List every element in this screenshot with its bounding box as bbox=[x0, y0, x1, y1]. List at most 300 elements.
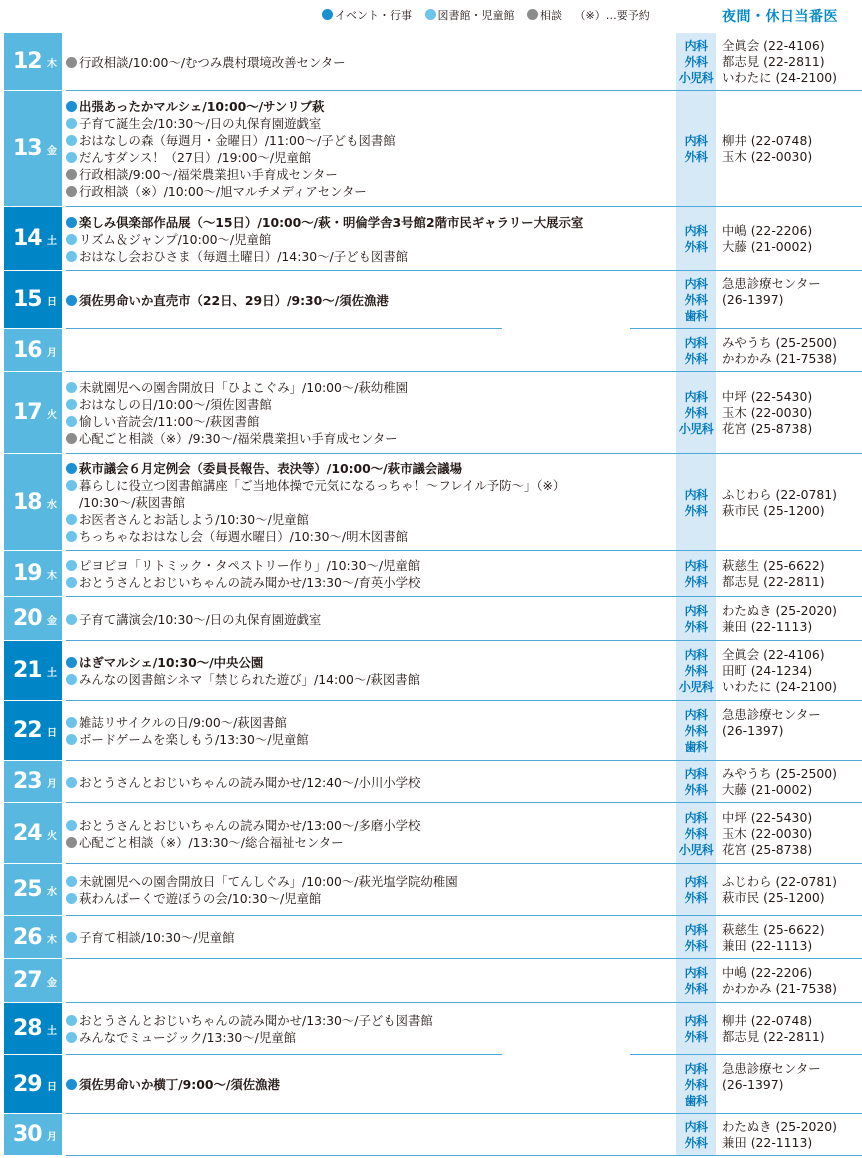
doctor-list bbox=[676, 1003, 862, 1055]
date-cell bbox=[4, 91, 62, 207]
date-cell bbox=[4, 329, 62, 372]
day-of-week: 火 bbox=[47, 410, 57, 421]
doctor-name: 花宮 (25-8738) bbox=[722, 841, 813, 857]
doctor-list bbox=[676, 91, 862, 207]
doctor-list bbox=[676, 551, 862, 597]
day-of-week: 土 bbox=[47, 236, 57, 247]
doctor-entry bbox=[676, 707, 862, 723]
doctor-name: 柳井 (22-0748) bbox=[722, 133, 813, 148]
doctor-list bbox=[676, 454, 862, 551]
event-text: 出張あったかマルシェ/10:00～/サンリブ萩 bbox=[79, 99, 325, 114]
department-label: 内科 bbox=[684, 922, 708, 937]
day-row bbox=[4, 33, 862, 91]
department-label: 外科 bbox=[684, 982, 708, 996]
doctor-entry bbox=[676, 1119, 862, 1135]
date-number: 16 bbox=[13, 337, 42, 363]
doctor-entry bbox=[676, 1135, 862, 1151]
date-number: 22 bbox=[13, 718, 42, 743]
doctor-entry bbox=[676, 389, 862, 405]
doctor-name: 都志見 (22-2811) bbox=[722, 574, 825, 589]
event-text: おとうさんとおじいちゃんの読み聞かせ/13:30～/育英小学校 bbox=[79, 575, 421, 590]
event-text: 子育て誕生会/10:30～/日の丸保育園遊戯室 bbox=[79, 116, 322, 131]
doctor-name: 萩慈生 (25-6622) bbox=[722, 921, 825, 937]
department-label: 内科 bbox=[684, 966, 708, 980]
doctor-name bbox=[716, 1093, 722, 1109]
doctor-name: 玉木 (22-0030) bbox=[722, 149, 813, 164]
date-cell bbox=[4, 959, 62, 1003]
event-list bbox=[66, 271, 674, 329]
doctor-name: (26-1397) bbox=[722, 723, 784, 738]
consult-dot-icon bbox=[66, 57, 77, 68]
date-number: 21 bbox=[13, 658, 42, 683]
event-text: リズム＆ジャンプ/10:00～/児童館 bbox=[79, 231, 272, 247]
date-number: 18 bbox=[13, 489, 42, 515]
event-item bbox=[66, 54, 674, 71]
event-item bbox=[66, 574, 674, 591]
doctor-entry bbox=[676, 223, 862, 239]
day-of-week: 金 bbox=[47, 978, 57, 989]
date-cell bbox=[4, 1003, 62, 1055]
doctor-entry bbox=[676, 1029, 862, 1045]
department-label: 内科 bbox=[684, 134, 708, 148]
doctor-name: いわたに (24-2100) bbox=[722, 679, 837, 694]
event-text: 未就園児への園舎開放日「てんしぐみ」/10:00～/萩光塩学院幼稚園 bbox=[79, 874, 458, 889]
doctor-entry bbox=[676, 276, 862, 292]
event-item bbox=[66, 873, 674, 890]
doctor-name: 都志見 (22-2811) bbox=[722, 54, 825, 69]
day-of-week: 水 bbox=[47, 887, 57, 898]
date-number: 28 bbox=[13, 1016, 42, 1041]
department-label: 外科 bbox=[684, 1136, 708, 1150]
event-text: おとうさんとおじいちゃんの読み聞かせ/13:30～/子ども図書館 bbox=[79, 1013, 433, 1028]
doctor-entry bbox=[676, 965, 862, 981]
doctor-entry bbox=[676, 54, 862, 70]
doctor-entry bbox=[676, 558, 862, 574]
doctor-name: 兼田 (22-1113) bbox=[722, 1135, 813, 1150]
doctor-entry bbox=[676, 739, 862, 755]
date-number: 14 bbox=[13, 226, 42, 251]
doctor-name: 兼田 (22-1113) bbox=[722, 619, 813, 634]
library-dot-icon bbox=[66, 1032, 77, 1043]
library-dot-icon bbox=[66, 614, 77, 625]
doctor-name: ふじわら (22-0781) bbox=[722, 874, 837, 889]
event-item bbox=[66, 183, 674, 200]
legend-event: イベント・行事 bbox=[322, 9, 412, 22]
doctor-name: 急患診療センター bbox=[722, 276, 821, 291]
event-item bbox=[66, 132, 674, 149]
doctor-name: みやうち (25-2500) bbox=[722, 334, 837, 350]
day-row bbox=[4, 597, 862, 641]
doctor-name: 柳井 (22-0748) bbox=[722, 1013, 813, 1028]
day-row bbox=[4, 551, 862, 597]
library-dot-icon bbox=[66, 893, 77, 904]
event-text: 須佐男命いか横丁/9:00～/須佐漁港 bbox=[79, 1077, 280, 1092]
doctor-name: 兼田 (22-1113) bbox=[722, 937, 813, 953]
legend-consult: 相談 bbox=[527, 9, 562, 22]
department-label: 歯科 bbox=[684, 309, 708, 323]
doctor-entry bbox=[676, 766, 862, 782]
doctor-entry bbox=[676, 335, 862, 351]
event-text: おはなしの森（毎週月・金曜日）/11:00～/子ども図書館 bbox=[79, 133, 396, 148]
doctor-entry bbox=[676, 782, 862, 798]
date-cell bbox=[4, 1114, 62, 1156]
event-text: 愉しい音読会/11:00～/萩図書館 bbox=[79, 414, 260, 429]
doctor-entry bbox=[676, 133, 862, 149]
library-dot-icon bbox=[66, 234, 77, 245]
event-text: 雑誌リサイクルの日/9:00～/萩図書館 bbox=[79, 715, 287, 730]
date-number: 30 bbox=[13, 1122, 42, 1147]
date-number: 20 bbox=[13, 606, 42, 631]
department-label: 小児科 bbox=[678, 842, 714, 857]
doctor-list bbox=[676, 959, 862, 1003]
day-of-week: 金 bbox=[47, 146, 57, 157]
event-list bbox=[66, 641, 674, 701]
consult-dot-icon bbox=[66, 837, 77, 848]
doctor-name: 都志見 (22-2811) bbox=[722, 1029, 825, 1044]
event-text: 須佐男命いか直売市（22日、29日）/9:30～/須佐漁港 bbox=[79, 292, 389, 308]
doctor-entry bbox=[676, 619, 862, 635]
library-dot-icon bbox=[425, 9, 436, 20]
event-text: ちっちゃなおはなし会（毎週水曜日）/10:30～/明木図書館 bbox=[79, 529, 409, 544]
event-list bbox=[66, 1003, 674, 1055]
date-number: 15 bbox=[13, 287, 42, 312]
consult-dot-icon bbox=[66, 169, 77, 180]
doctor-list bbox=[676, 803, 862, 864]
event-item bbox=[66, 292, 674, 309]
department-label: 内科 bbox=[684, 1014, 708, 1028]
department-label: 内科 bbox=[684, 604, 708, 618]
event-list bbox=[66, 761, 674, 803]
doctor-entry bbox=[676, 308, 862, 324]
event-text: おとうさんとおじいちゃんの読み聞かせ/13:00～/多磨小学校 bbox=[79, 817, 421, 833]
event-item bbox=[66, 1076, 674, 1093]
day-of-week: 日 bbox=[47, 297, 57, 308]
on-duty-doctor-title: 夜間・休日当番医 bbox=[722, 9, 838, 25]
library-dot-icon bbox=[66, 399, 77, 410]
event-item bbox=[66, 671, 674, 688]
doctor-name: わたぬき (25-2020) bbox=[722, 1119, 837, 1134]
doctor-entry bbox=[676, 70, 862, 86]
date-cell bbox=[4, 864, 62, 916]
department-label: 外科 bbox=[684, 575, 708, 589]
date-cell bbox=[4, 1055, 62, 1114]
event-dot-icon bbox=[66, 463, 77, 474]
date-number: 25 bbox=[13, 877, 42, 902]
day-row bbox=[4, 761, 862, 803]
date-cell bbox=[4, 597, 62, 641]
date-number: 27 bbox=[13, 968, 42, 993]
doctor-name: 玉木 (22-0030) bbox=[722, 405, 813, 420]
event-text: 子育て講演会/10:30～/日の丸保育園遊戯室 bbox=[79, 611, 322, 627]
library-dot-icon bbox=[66, 152, 77, 163]
day-of-week: 金 bbox=[47, 616, 57, 627]
event-list bbox=[66, 551, 674, 597]
event-text: おはなし会おひさま（毎週土曜日）/14:30～/子ども図書館 bbox=[79, 248, 409, 264]
event-text: おとうさんとおじいちゃんの読み聞かせ/12:40～/小川小学校 bbox=[79, 774, 421, 790]
event-item bbox=[66, 115, 674, 132]
day-row bbox=[4, 91, 862, 207]
department-label: 外科 bbox=[684, 664, 708, 678]
doctor-entry bbox=[676, 810, 862, 826]
library-dot-icon bbox=[66, 577, 77, 588]
event-list bbox=[66, 207, 674, 271]
day-of-week: 火 bbox=[47, 830, 57, 842]
event-dot-icon bbox=[66, 657, 77, 668]
event-text: 行政相談/9:00～/福栄農業担い手育成センター bbox=[79, 167, 338, 182]
department-label: 外科 bbox=[684, 826, 708, 841]
consult-dot-icon bbox=[66, 433, 77, 444]
library-dot-icon bbox=[66, 734, 77, 745]
department-label: 外科 bbox=[684, 783, 708, 797]
event-item bbox=[66, 248, 674, 265]
department-label: 外科 bbox=[684, 150, 708, 164]
date-cell bbox=[4, 207, 62, 271]
day-row bbox=[4, 641, 862, 701]
doctor-name: 急患診療センター bbox=[722, 707, 821, 722]
event-text: 暮らしに役立つ図書館講座「ご当地体操で元気になるっちゃ！～フレイル予防～」（※） bbox=[79, 478, 566, 493]
event-list bbox=[66, 803, 674, 864]
day-row bbox=[4, 959, 862, 1003]
doctor-list bbox=[676, 864, 862, 916]
event-text: ピヨピヨ「リトミック・タペストリー作り」/10:30～/児童館 bbox=[79, 558, 421, 573]
doctor-entry bbox=[676, 149, 862, 165]
day-of-week: 水 bbox=[47, 499, 57, 511]
calendar-table bbox=[4, 33, 862, 1156]
event-list bbox=[66, 329, 674, 372]
doctor-name: 萩市民 (25-1200) bbox=[722, 890, 825, 905]
day-of-week: 木 bbox=[47, 934, 57, 946]
doctor-name: みやうち (25-2500) bbox=[722, 766, 837, 781]
event-list bbox=[66, 597, 674, 641]
library-dot-icon bbox=[66, 1015, 77, 1026]
library-dot-icon bbox=[66, 674, 77, 685]
library-dot-icon bbox=[66, 480, 77, 491]
doctor-name: 中嶋 (22-2206) bbox=[722, 965, 813, 980]
event-item bbox=[66, 731, 674, 748]
date-number: 24 bbox=[13, 820, 42, 846]
event-text: だんすダンス！（27日）/19:00～/児童館 bbox=[79, 150, 312, 165]
day-row bbox=[4, 803, 862, 864]
doctor-name: 萩市民 (25-1200) bbox=[722, 502, 825, 518]
event-list bbox=[66, 33, 674, 91]
day-of-week: 日 bbox=[47, 1081, 57, 1093]
event-item bbox=[66, 1029, 674, 1046]
library-dot-icon bbox=[66, 717, 77, 728]
date-number: 13 bbox=[13, 136, 42, 161]
event-item bbox=[66, 774, 674, 791]
doctor-name: 大藤 (21-0002) bbox=[722, 239, 813, 254]
day-of-week: 月 bbox=[47, 1132, 57, 1143]
doctor-name: 大藤 (21-0002) bbox=[722, 782, 813, 797]
event-item bbox=[66, 430, 674, 447]
library-dot-icon bbox=[66, 251, 77, 262]
doctor-list bbox=[676, 1114, 862, 1156]
event-text: みんなでミュージック/13:30～/児童館 bbox=[79, 1030, 297, 1045]
day-of-week: 木 bbox=[47, 59, 57, 70]
event-text: 未就園児への園舎開放日「ひよこぐみ」/10:00～/萩幼稚園 bbox=[79, 380, 409, 395]
library-dot-icon bbox=[66, 820, 77, 831]
event-item bbox=[66, 817, 674, 834]
library-dot-icon bbox=[66, 135, 77, 146]
date-number: 29 bbox=[13, 1071, 42, 1097]
event-item bbox=[66, 460, 674, 477]
event-item bbox=[66, 834, 674, 851]
department-label: 内科 bbox=[684, 487, 708, 502]
row-divider bbox=[66, 1155, 862, 1156]
doctor-list bbox=[676, 33, 862, 91]
day-of-week: 土 bbox=[47, 1026, 57, 1037]
doctor-entry bbox=[676, 503, 862, 519]
date-number: 12 bbox=[13, 49, 42, 74]
event-item-continued bbox=[66, 494, 674, 511]
doctor-list bbox=[676, 597, 862, 641]
doctor-list bbox=[676, 916, 862, 959]
day-row bbox=[4, 1055, 862, 1114]
event-dot-icon bbox=[66, 101, 77, 112]
date-number: 23 bbox=[13, 769, 42, 794]
day-of-week: 土 bbox=[47, 668, 57, 679]
department-label: 小児科 bbox=[678, 422, 714, 436]
doctor-entry bbox=[676, 981, 862, 997]
doctor-entry bbox=[676, 1013, 862, 1029]
event-list bbox=[66, 1114, 674, 1156]
day-row bbox=[4, 372, 862, 454]
day-row bbox=[4, 1003, 862, 1055]
date-cell bbox=[4, 454, 62, 551]
doctor-list bbox=[676, 372, 862, 454]
doctor-entry bbox=[676, 679, 862, 695]
day-row bbox=[4, 207, 862, 271]
date-cell bbox=[4, 372, 62, 454]
doctor-entry bbox=[676, 1093, 862, 1109]
doctor-name: (26-1397) bbox=[722, 292, 784, 307]
doctor-entry bbox=[676, 405, 862, 421]
department-label: 外科 bbox=[684, 406, 708, 420]
event-list bbox=[66, 1055, 674, 1114]
event-item bbox=[66, 714, 674, 731]
event-dot-icon bbox=[66, 295, 77, 306]
event-item bbox=[66, 166, 674, 183]
library-dot-icon bbox=[66, 416, 77, 427]
day-of-week: 月 bbox=[47, 347, 57, 359]
day-of-week: 木 bbox=[47, 571, 57, 582]
day-row bbox=[4, 916, 862, 959]
consult-dot-icon bbox=[66, 186, 77, 197]
doctor-entry bbox=[676, 1077, 862, 1093]
date-cell bbox=[4, 803, 62, 864]
event-item bbox=[66, 511, 674, 528]
department-label: 内科 bbox=[684, 648, 708, 662]
event-dot-icon bbox=[322, 9, 333, 20]
event-item bbox=[66, 379, 674, 396]
date-cell bbox=[4, 33, 62, 91]
doctor-name: 田町 (24-1234) bbox=[722, 663, 813, 678]
department-label: 内科 bbox=[684, 335, 708, 350]
doctor-entry bbox=[676, 663, 862, 679]
doctor-name: いわたに (24-2100) bbox=[722, 70, 837, 85]
department-label: 外科 bbox=[684, 55, 708, 69]
department-label: 内科 bbox=[684, 767, 708, 781]
date-cell bbox=[4, 701, 62, 761]
doctor-entry bbox=[676, 574, 862, 590]
date-cell bbox=[4, 551, 62, 597]
department-label: 内科 bbox=[684, 39, 708, 53]
doctor-list bbox=[676, 701, 862, 761]
event-list bbox=[66, 372, 674, 454]
doctor-name: 全眞会 (22-4106) bbox=[722, 647, 825, 662]
event-text: 萩わんぱーくで遊ぼうの会/10:30～/児童館 bbox=[79, 891, 322, 906]
department-label: 外科 bbox=[684, 724, 708, 738]
day-row bbox=[4, 454, 862, 551]
doctor-name: かわかみ (21-7538) bbox=[722, 981, 837, 996]
doctor-name: 中坪 (22-5430) bbox=[722, 809, 813, 825]
library-dot-icon bbox=[66, 932, 77, 943]
event-item bbox=[66, 413, 674, 430]
doctor-list bbox=[676, 329, 862, 372]
event-text: はぎマルシェ/10:30～/中央公園 bbox=[79, 655, 264, 670]
day-row bbox=[4, 1114, 862, 1156]
event-text: 行政相談（※）/10:00～/旭マルチメディアセンター bbox=[79, 184, 367, 199]
doctor-list bbox=[676, 271, 862, 329]
department-label: 内科 bbox=[684, 277, 708, 291]
doctor-entry bbox=[676, 239, 862, 255]
legend bbox=[322, 9, 650, 23]
event-text: 子育て相談/10:30～/児童館 bbox=[79, 930, 235, 945]
department-label: 内科 bbox=[684, 810, 708, 825]
event-item bbox=[66, 231, 674, 248]
doctor-name: 玉木 (22-0030) bbox=[722, 825, 813, 841]
department-label: 内科 bbox=[684, 224, 708, 238]
doctor-name: 中坪 (22-5430) bbox=[722, 389, 813, 404]
event-item bbox=[66, 98, 674, 115]
day-row bbox=[4, 329, 862, 372]
library-dot-icon bbox=[66, 777, 77, 788]
date-cell bbox=[4, 761, 62, 803]
date-cell bbox=[4, 641, 62, 701]
day-row bbox=[4, 864, 862, 916]
event-item bbox=[66, 149, 674, 166]
doctor-name: 全眞会 (22-4106) bbox=[722, 38, 825, 53]
event-list bbox=[66, 701, 674, 761]
department-label: 内科 bbox=[684, 1120, 708, 1134]
event-item bbox=[66, 214, 674, 231]
department-label: 外科 bbox=[684, 1077, 708, 1092]
doctor-entry bbox=[676, 292, 862, 308]
event-item bbox=[66, 1012, 674, 1029]
doctor-entry bbox=[676, 603, 862, 619]
event-text: 楽しみ倶楽部作品展（～15日）/10:00～/萩・明倫学舎3号館2階市民ギャラリー大展示室 bbox=[79, 214, 584, 230]
event-item bbox=[66, 396, 674, 413]
department-label: 内科 bbox=[684, 708, 708, 722]
day-row bbox=[4, 271, 862, 329]
event-list bbox=[66, 959, 674, 1003]
department-label: 外科 bbox=[684, 1030, 708, 1044]
library-dot-icon bbox=[66, 531, 77, 542]
library-dot-icon bbox=[66, 514, 77, 525]
event-text: お医者さんとお話しよう/10:30～/児童館 bbox=[79, 512, 309, 527]
department-label: 外科 bbox=[684, 938, 708, 953]
date-number: 26 bbox=[13, 924, 42, 950]
doctor-name: かわかみ (21-7538) bbox=[722, 350, 837, 366]
department-label: 内科 bbox=[684, 875, 708, 889]
doctor-name: ふじわら (22-0781) bbox=[722, 486, 837, 502]
doctor-name: 中嶋 (22-2206) bbox=[722, 223, 813, 238]
date-divider bbox=[4, 1155, 62, 1156]
doctor-list bbox=[676, 641, 862, 701]
date-cell bbox=[4, 916, 62, 959]
department-label: 歯科 bbox=[684, 1093, 708, 1108]
doctor-entry bbox=[676, 38, 862, 54]
